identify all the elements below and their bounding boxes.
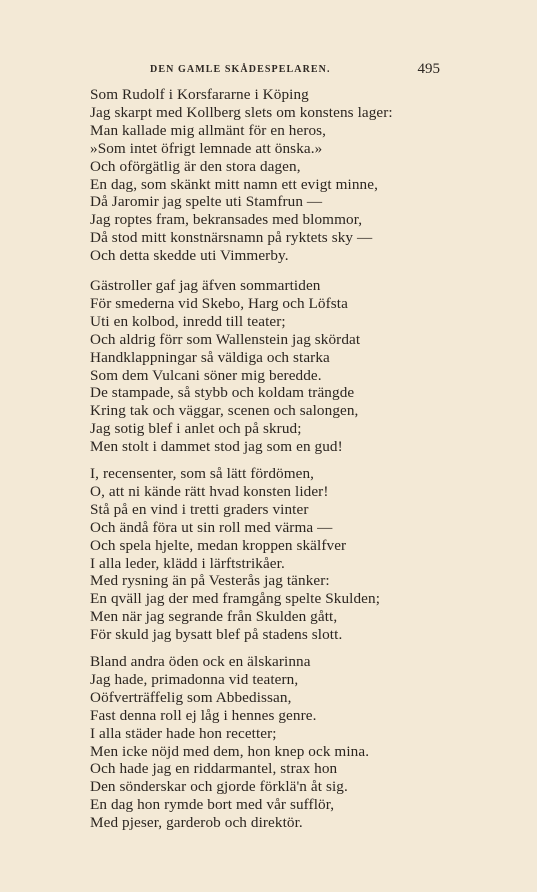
verse-line: Jag hade, primadonna vid teatern, bbox=[90, 670, 299, 688]
verse-line: Jag sotig blef i anlet och på skrud; bbox=[90, 420, 302, 438]
verse-line: För smederna vid Skebo, Harg och Löfsta bbox=[90, 294, 348, 312]
verse-line: Och ändå föra ut sin roll med värma — bbox=[90, 518, 333, 536]
page-number: 495 bbox=[417, 61, 440, 77]
verse-line: Med pjeser, garderob och direktör. bbox=[90, 814, 303, 832]
verse-line: Som dem Vulcani söner mig beredde. bbox=[90, 366, 322, 384]
verse-line: De stampade, så stybb och koldam trängde bbox=[90, 384, 355, 402]
verse-line: Gästroller gaf jag äfven sommartiden bbox=[90, 277, 321, 294]
verse-line: Och aldrig förr som Wallenstein jag skördat bbox=[90, 330, 361, 348]
stanza-2 bbox=[90, 277, 440, 456]
verse-line: Men stolt i dammet stod jag som en gud! bbox=[90, 438, 343, 456]
verse-line: Och detta skedde uti Vimmerby. bbox=[90, 247, 289, 265]
verse-line: Och hade jag en riddarmantel, strax hon bbox=[90, 760, 338, 778]
verse-line: Med rysning än på Vesterås jag tänker: bbox=[90, 572, 330, 590]
verse-line: Uti en kolbod, inredd till teater; bbox=[90, 312, 286, 330]
verse-line: Men icke nöjd med dem, hon knep ock mina. bbox=[90, 742, 370, 760]
verse-line: I alla leder, klädd i lärftstrikåer. bbox=[90, 554, 285, 572]
verse-line: Som Rudolf i Korsfararne i Köping bbox=[90, 86, 309, 103]
verse-line: »Som intet öfrigt lemnade att önska.» bbox=[90, 139, 323, 157]
verse-line: Fast denna roll ej låg i hennes genre. bbox=[90, 706, 317, 724]
page-header bbox=[90, 61, 440, 79]
running-title: DEN GAMLE SKÅDESPELAREN. bbox=[150, 64, 331, 75]
verse-line: Man kallade mig allmänt för en heros, bbox=[90, 121, 327, 139]
verse-line: Den sönderskar och gjorde förklä'n åt sig. bbox=[90, 778, 348, 796]
verse-line: O, att ni kände rätt hvad konsten lider! bbox=[90, 482, 329, 500]
verse-line: Stå på en vind i tretti graders vinter bbox=[90, 500, 309, 518]
verse-line: Jag skarpt med Kollberg slets om konstens lager: bbox=[90, 103, 393, 121]
verse-line: En dag, som skänkt mitt namn ett evigt minne, bbox=[90, 175, 378, 193]
verse-line: Och oförgätlig är den stora dagen, bbox=[90, 157, 301, 175]
verse-line: Då stod mitt konstnärsnamn på ryktets sky — bbox=[90, 229, 373, 247]
verse-line: Då Jaromir jag spelte uti Stamfrun — bbox=[90, 193, 323, 211]
verse-line: Och spela hjelte, medan kroppen skälfver bbox=[90, 536, 347, 554]
verse-line: Oöfverträffelig som Abbedissan, bbox=[90, 688, 292, 706]
verse-line: Kring tak och väggar, scenen och salongen, bbox=[90, 402, 359, 420]
verse-line: För skuld jag bysatt blef på stadens slott. bbox=[90, 626, 343, 644]
verse-line: En dag hon rymde bort med vår sufflör, bbox=[90, 796, 335, 814]
verse-line: Bland andra öden ock en älskarinna bbox=[90, 653, 311, 670]
verse-line: I alla städer hade hon recetter; bbox=[90, 724, 277, 742]
verse-line: En qväll jag der med framgång spelte Skulden; bbox=[90, 590, 381, 608]
stanza-4 bbox=[90, 653, 440, 832]
verse-line: Handklappningar så väldiga och starka bbox=[90, 348, 330, 366]
stanza-3 bbox=[90, 465, 440, 644]
stanza-1 bbox=[90, 86, 440, 265]
verse-line: I, recensenter, som så lätt fördömen, bbox=[90, 465, 315, 482]
verse-line: Jag roptes fram, bekransades med blommor, bbox=[90, 211, 363, 229]
verse-line: Men när jag segrande från Skulden gått, bbox=[90, 608, 338, 626]
